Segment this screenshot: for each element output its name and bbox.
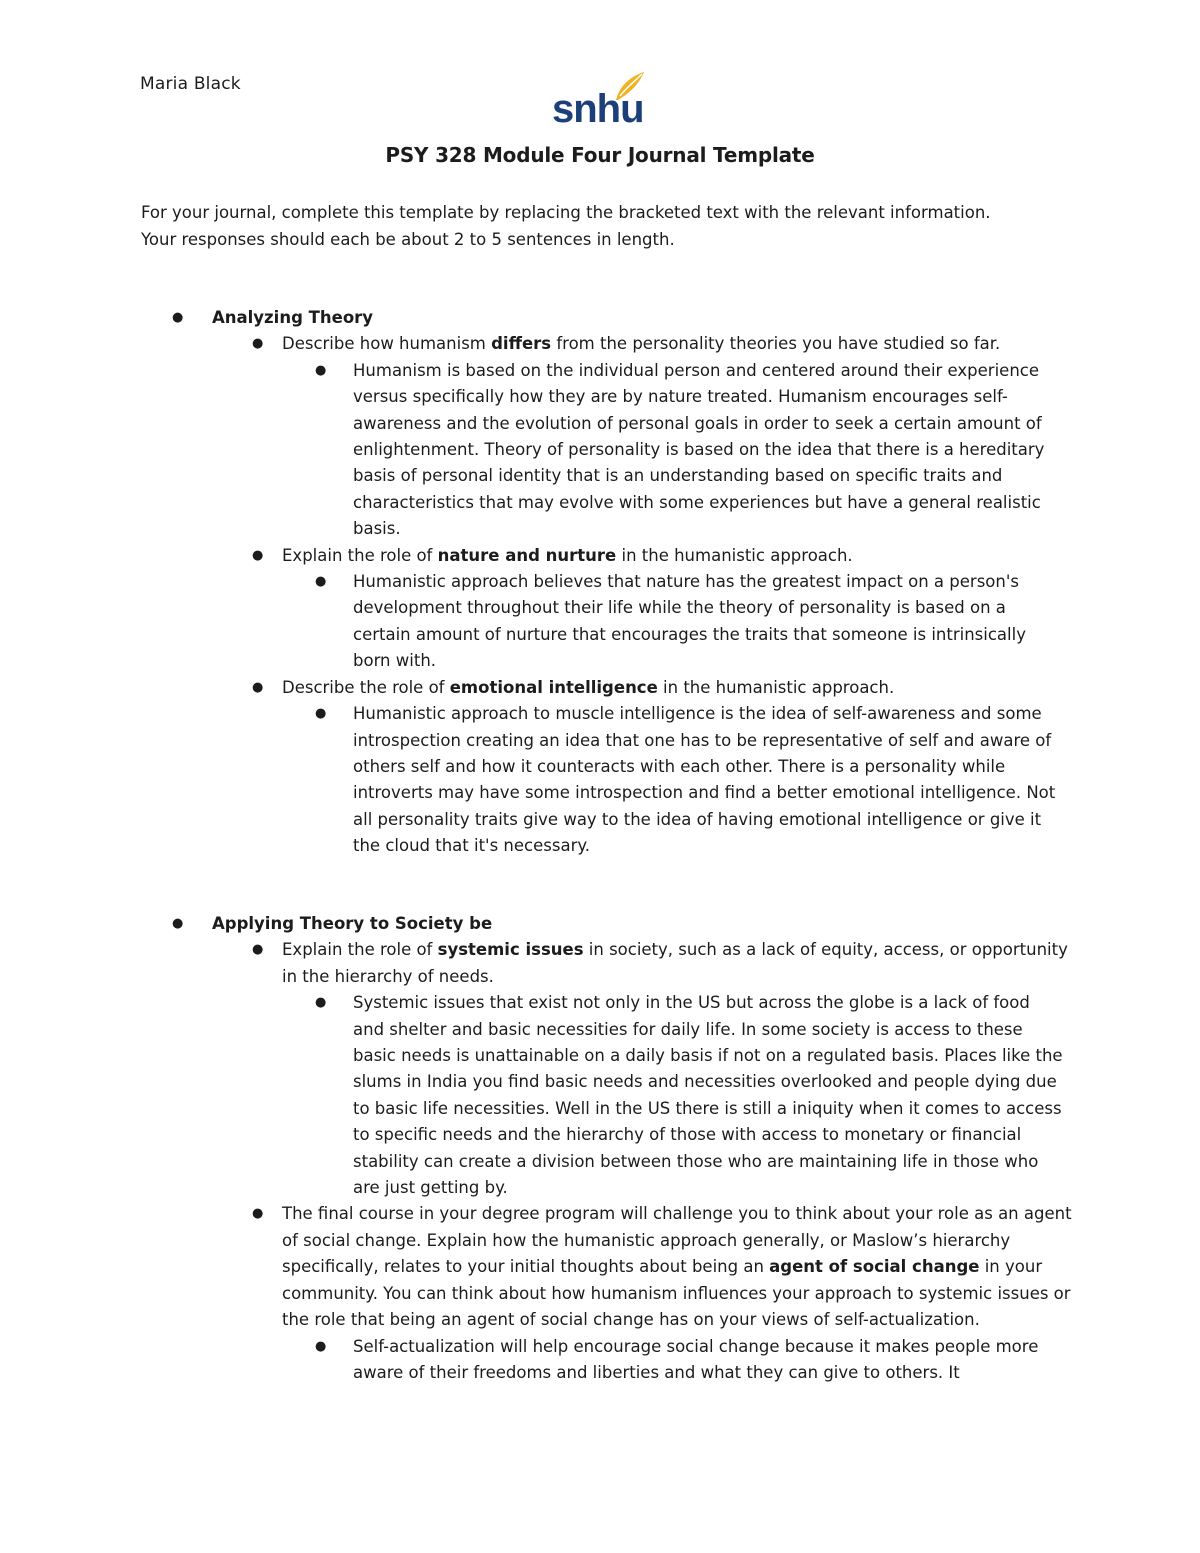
prompt-item: ● Explain the role of nature and nurture in the humanistic approach. — [282, 543, 1072, 569]
intro-line: Your responses should each be about 2 to 5 sentences in length. — [141, 229, 675, 249]
bullet-icon: ● — [315, 1338, 327, 1354]
bullet-icon: ● — [315, 995, 327, 1011]
prompt-keyword: systemic issues — [437, 940, 584, 960]
prompt-item: ● Describe how humanism differs from the personality theories you have studied so far. — [282, 331, 1072, 357]
prompt-item: ● The final course in your degree program will challenge you to think about your role as an agent of social change. Explain how the humanistic approach generally, or Maslow’s hierarchy specifically, relates to your initial thoughts about being an agent of social change in your community. You can think about how humanism influences your approach to systemic issues or the role that being an agent of social change has on your views of self-actualization. — [282, 1201, 1072, 1333]
bullet-icon: ● — [252, 942, 264, 958]
logo-text: snhu — [552, 87, 644, 131]
prompt-keyword: agent of social change — [769, 1257, 980, 1277]
answer-item: ● Humanism is based on the individual person and centered around their experience versus specifically how they are by nature treated. Humanism encourages self-awareness and the evolution of personal goals in order to seek a certain amount of enlightenment. Theory of personality is based on the idea that there is a hereditary basis of personal identity that is an understanding based on specific traits and characteristics that may evolve with some experiences but have a general realistic basis. — [353, 358, 1063, 543]
bullet-icon: ● — [172, 916, 184, 931]
answer-item: ● Self-actualization will help encourage social change because it makes people more aware of their freedoms and liberties and what they can give to others. It — [353, 1334, 1063, 1387]
section-applying-theory — [0, 911, 1200, 1386]
bullet-icon: ● — [315, 574, 327, 590]
prompt-item: ● Describe the role of emotional intelligence in the humanistic approach. — [282, 675, 1072, 701]
bullet-icon: ● — [252, 679, 264, 695]
answer-item: ● Humanistic approach believes that nature has the greatest impact on a person's development throughout their life while the theory of personality is based on a certain amount of nurture that encourages the traits that someone is intrinsically born with. — [353, 569, 1063, 675]
bullet-icon: ● — [172, 310, 184, 325]
section-heading: ● Applying Theory to Society be — [212, 911, 1072, 937]
prompt-keyword: differs — [491, 334, 552, 354]
bullet-icon: ● — [252, 336, 264, 352]
section-analyzing-theory — [0, 305, 1200, 860]
answer-item: ● Systemic issues that exist not only in the US but across the globe is a lack of food and shelter and basic necessities for daily life. In some society is access to these basic needs is unattainable on a daily basis if not on a regulated basis. Places like the slums in India you find basic needs and necessities overlooked and people dying due to basic life necessities. Well in the US there is still a iniquity when it comes to access to specific needs and the hierarchy of those with access to monetary or financial stability can create a division between those who are maintaining life in those who are just getting by. — [353, 990, 1063, 1201]
section-heading: ● Analyzing Theory — [212, 305, 1072, 331]
prompt-keyword: emotional intelligence — [449, 677, 658, 697]
snhu-logo — [552, 70, 644, 134]
intro-paragraph — [141, 200, 1071, 253]
prompt-item: ● Explain the role of systemic issues in society, such as a lack of equity, access, or opportunity in the hierarchy of needs. — [282, 937, 1072, 990]
answer-item: ● Humanistic approach to muscle intelligence is the idea of self-awareness and some introspection creating an idea that one has to be representative of self and aware of others self and how it counteracts with each other. There is a personality while introverts may have some introspection and find a better emotional intelligence. Not all personality traits give way to the idea of having emotional intelligence or give it the cloud that it's necessary. — [353, 701, 1063, 859]
intro-line: For your journal, complete this template by replacing the bracketed text with the relevant information. — [141, 203, 991, 222]
bullet-icon: ● — [252, 1206, 264, 1222]
bullet-icon: ● — [315, 362, 327, 378]
prompt-keyword: nature and nurture — [437, 545, 617, 565]
document-title: PSY 328 Module Four Journal Template — [385, 143, 815, 167]
bullet-icon: ● — [252, 547, 264, 563]
author-name: Maria Black — [140, 74, 241, 94]
bullet-icon: ● — [315, 706, 327, 722]
